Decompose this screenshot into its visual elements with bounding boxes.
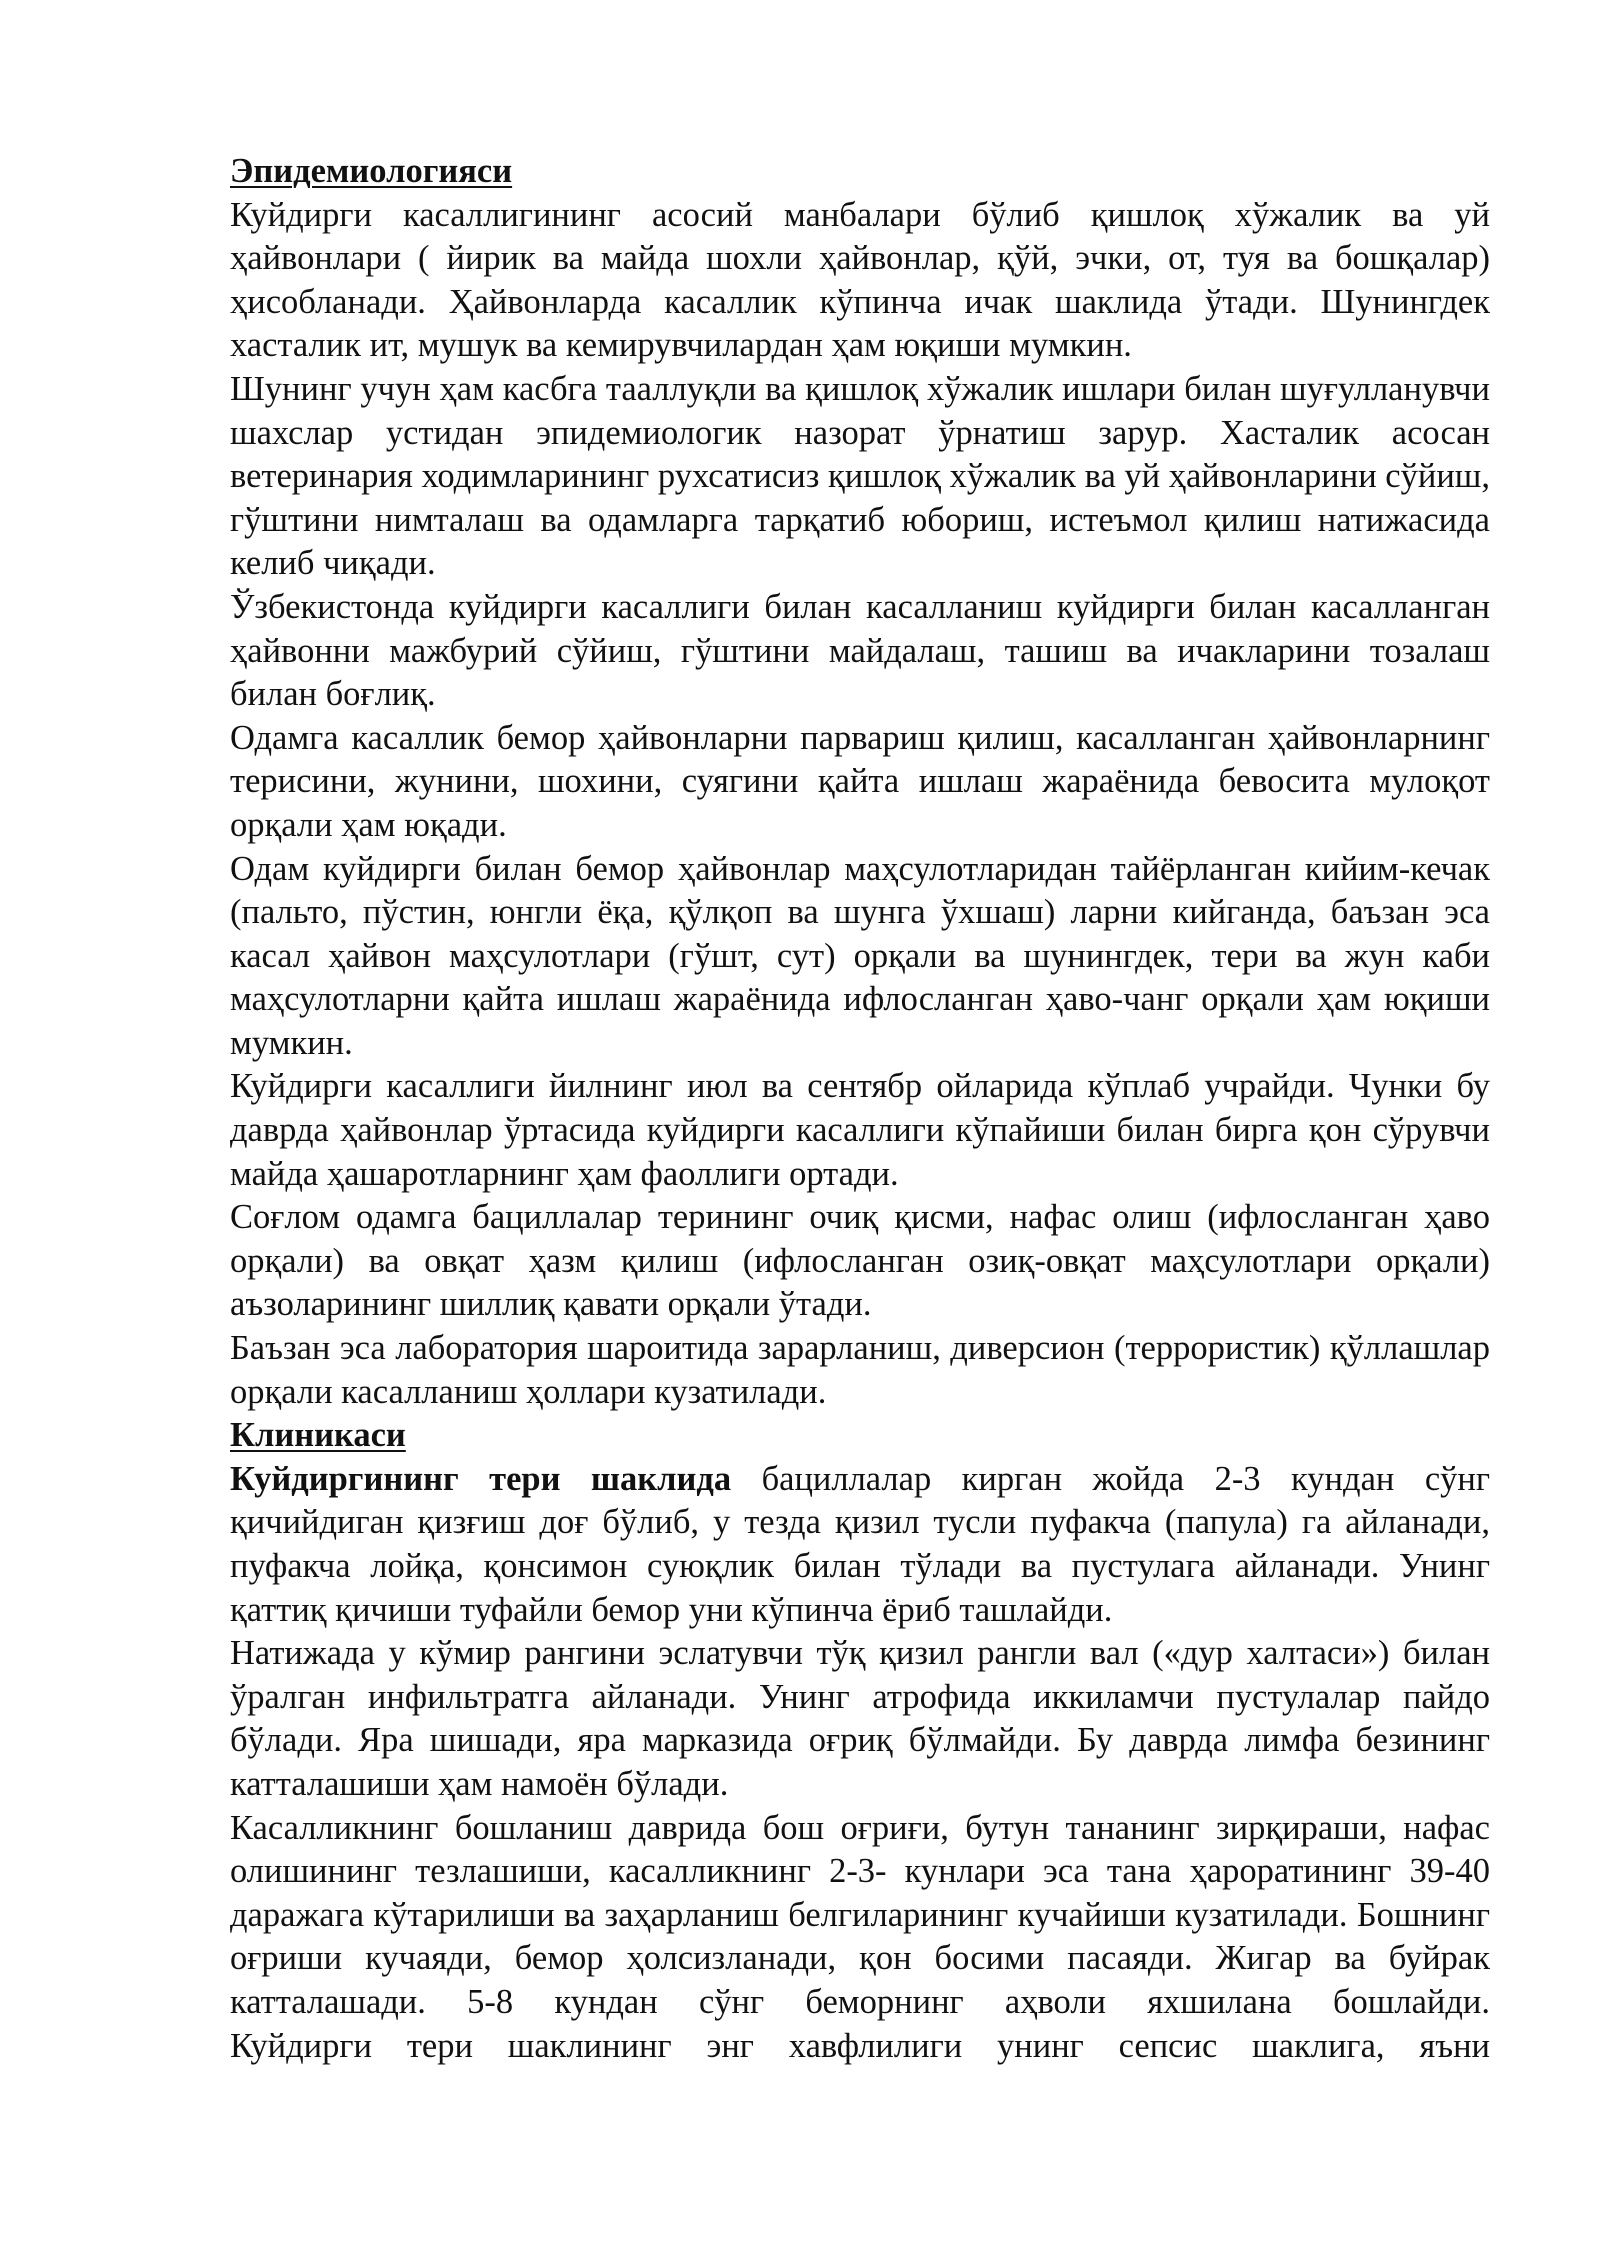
paragraph: Куйдирги касаллигининг асосий манбалари бўлиб қишлоқ хўжалик ва уй ҳайвонлари ( йирик ва майда шохли ҳайвонлар, қўй, эчки, от, туя ва бошқалар) ҳисобланади. Ҳайвонларда касаллик кўпинча ичак шаклида ўтади. Шунингдек хасталик ит, мушук ва кемирувчилардан ҳам юқиши мумкин. (230, 195, 1490, 365)
lead-paragraph (230, 1458, 1490, 1632)
paragraph: Касалликнинг бошланиш даврида бош оғриғи, бутун тананинг зирқираши, нафас олишининг тезлашиши, касалликнинг 2-3- кунлари эса тана ҳароратининг 39-40 даражага кўтарилиши ва заҳарланиш белгиларининг кучайиши кузатилади. Бошнинг оғриши кучаяди, бемор ҳолсизланади, қон босими пасаяди. Жигар ва буйрак катталашади. 5-8 кундан сўнг беморнинг аҳволи яхшилана бошлайди. (230, 1808, 1490, 2021)
paragraph-continued: Куйдирги тери шаклининг энг хавфлилиги унинг сепсис шаклига, яъни (230, 2026, 1490, 2065)
paragraph: Куйдирги касаллиги йилнинг июл ва сентябр ойларида кўплаб учрайди. Чунки бу даврда ҳайвонлар ўртасида куйдирги касаллиги кўпайиши билан бирга қон сўрувчи майда ҳашаротларнинг ҳам фаоллиги ортади. (230, 1067, 1490, 1193)
paragraph: Ўзбекистонда куйдирги касаллиги билан касалланиш куйдирги билан касалланган ҳайвонни мажбурий сўйиш, гўштини майдалаш, ташиш ва ичакларини тозалаш билан боғлиқ. (230, 587, 1490, 714)
paragraph: Соғлом одамга бациллалар терининг очиқ қисми, нафас олиш (ифлосланган ҳаво орқали) ва овқат ҳазм қилиш (ифлосланган озиқ-овқат маҳсулотлари орқали) аъзоларининг шиллиқ қавати орқали ўтади. (230, 1198, 1490, 1324)
document-page (230, 150, 1490, 2068)
lead-bold-text: Куйдиргининг тери шаклида (230, 1459, 732, 1498)
paragraph: Одамга касаллик бемор ҳайвонларни парвариш қилиш, касалланган ҳайвонларнинг терисини, жунини, шохини, суягини қайта ишлаш жараёнида бевосита мулоқот орқали ҳам юқади. (230, 718, 1490, 844)
paragraph: Баъзан эса лаборатория шароитида зарарланиш, диверсион (террористик) қўллашлар орқали касалланиш ҳоллари кузатилади. (230, 1329, 1490, 1411)
lead-text: бациллалар кирган жойда 2-3 кундан сўнг қичийдиган қизғиш доғ бўлиб, у тезда қизил тусли пуфакча (папула) га айланади, пуфакча лойқа, қонсимон суюқлик билан тўлади ва пустулага айланади. Унинг қаттиқ қичиши туфайли бемор уни кўпинча ёриб ташлайди. (230, 1459, 1490, 1629)
paragraph: Шунинг учун ҳам касбга тааллуқли ва қишлоқ хўжалик ишлари билан шуғулланувчи шахслар устидан эпидемиологик назорат ўрнатиш зарур. Хасталик асосан ветеринария ходимларининг рухсатисиз қишлоқ хўжалик ва уй ҳайвонларини сўйиш, гўштини нимталаш ва одамларга тарқатиб юбориш, истеъмол қилиш натижасида келиб чиқади. (230, 369, 1490, 583)
paragraph: Одам куйдирги билан бемор ҳайвонлар маҳсулотларидан тайёрланган кийим-кечак (пальто, пўстин, юнгли ёқа, қўлқоп ва шунга ўхшаш) ларни кийганда, баъзан эса касал ҳайвон маҳсулотлари (гўшт, сут) орқали ва шунингдек, тери ва жун каби маҳсулотларни қайта ишлаш жараёнида ифлосланган ҳаво-чанг орқали ҳам юқиши мумкин. (230, 849, 1490, 1062)
section-heading-clinic: Клиникаси (230, 1416, 406, 1455)
paragraph: Натижада у кўмир рангини эслатувчи тўқ қизил рангли вал («дур халтаси») билан ўралган инфильтратга айланади. Унинг атрофида иккиламчи пустулалар пайдо бўлади. Яра шишади, яра марказида оғриқ бўлмайди. Бу даврда лимфа безининг катталашиши ҳам намоён бўлади. (230, 1634, 1490, 1803)
section-heading-epidemiology: Эпидемиологияси (230, 152, 513, 190)
